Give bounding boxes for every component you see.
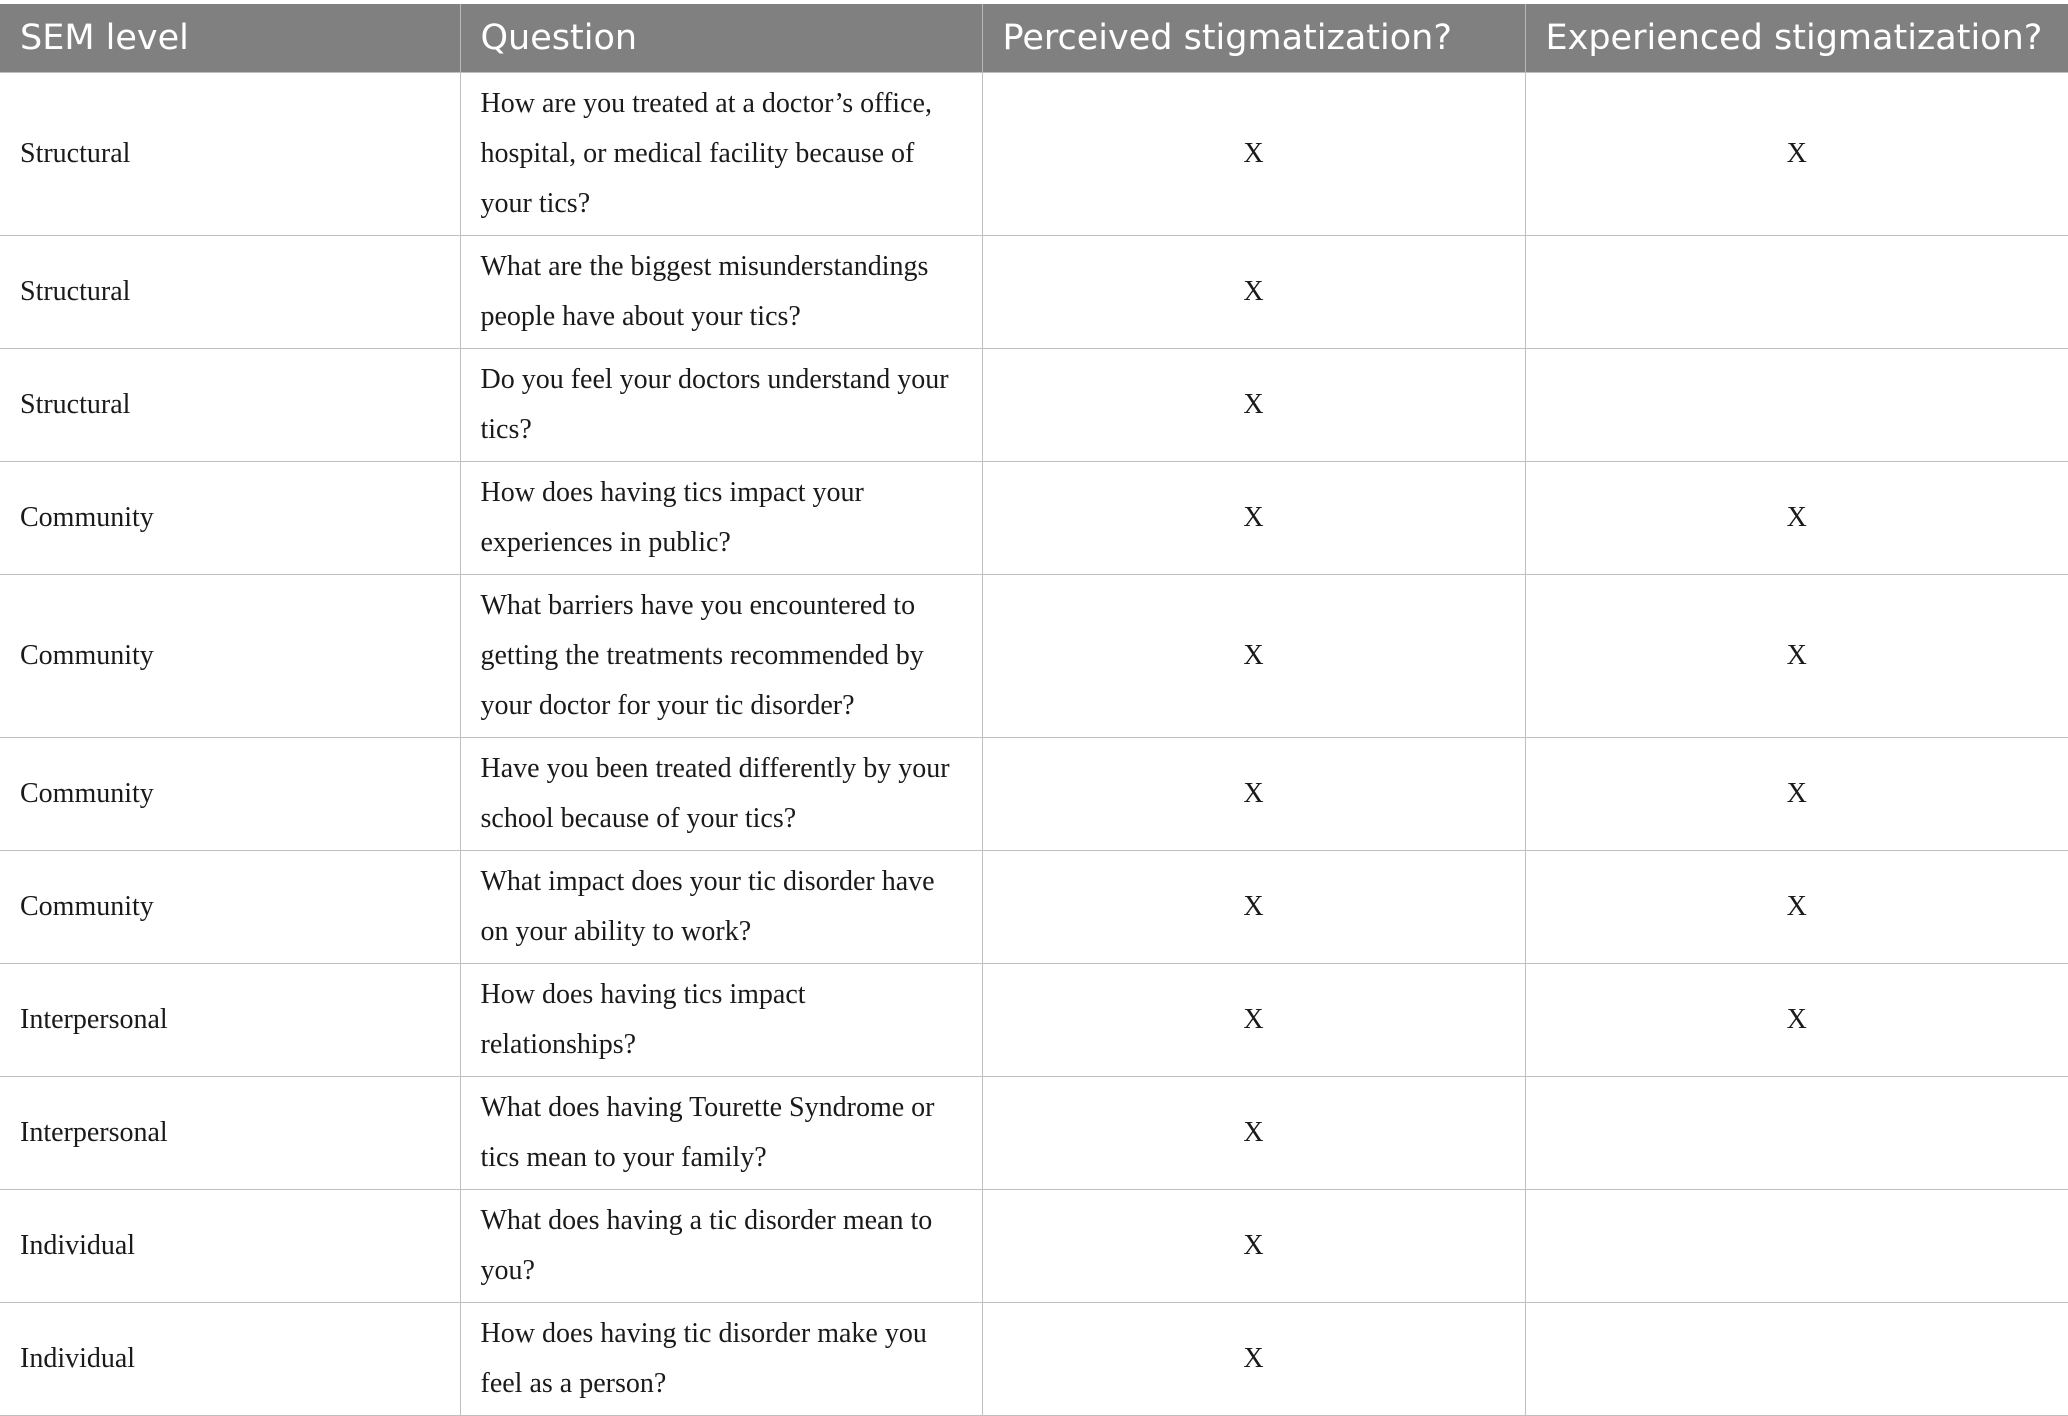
sem-level-cell: Community	[0, 737, 460, 850]
experienced-cell: X	[1525, 574, 2068, 737]
sem-level-cell: Interpersonal	[0, 1076, 460, 1189]
table-row	[0, 235, 2068, 348]
sem-level-cell: Structural	[0, 348, 460, 461]
table-row	[0, 963, 2068, 1076]
perceived-cell: X	[982, 737, 1525, 850]
experienced-cell	[1525, 1076, 2068, 1189]
header-experienced-stigmatization: Experienced stigmatization?	[1525, 4, 2068, 72]
table-row	[0, 461, 2068, 574]
header-sem-level: SEM level	[0, 4, 460, 72]
experienced-cell	[1525, 235, 2068, 348]
sem-level-cell: Individual	[0, 1189, 460, 1302]
header-row	[0, 4, 2068, 72]
table-row	[0, 737, 2068, 850]
perceived-cell: X	[982, 574, 1525, 737]
perceived-cell: X	[982, 1189, 1525, 1302]
sem-level-cell: Structural	[0, 235, 460, 348]
experienced-cell	[1525, 348, 2068, 461]
question-cell: What impact does your tic disorder have on your ability to work?	[460, 850, 982, 963]
table-row	[0, 574, 2068, 737]
experienced-cell: X	[1525, 963, 2068, 1076]
header-perceived-stigmatization: Perceived stigmatization?	[982, 4, 1525, 72]
sem-question-table	[0, 4, 2068, 1416]
perceived-cell: X	[982, 235, 1525, 348]
experienced-cell: X	[1525, 461, 2068, 574]
table-body	[0, 72, 2068, 1415]
question-cell: How does having tics impact your experiences in public?	[460, 461, 982, 574]
sem-question-table-container	[0, 4, 2068, 1416]
sem-level-cell: Interpersonal	[0, 963, 460, 1076]
question-cell: What are the biggest misunderstandings people have about your tics?	[460, 235, 982, 348]
table-row	[0, 850, 2068, 963]
perceived-cell: X	[982, 72, 1525, 235]
perceived-cell: X	[982, 1076, 1525, 1189]
question-cell: Have you been treated differently by your school because of your tics?	[460, 737, 982, 850]
perceived-cell: X	[982, 348, 1525, 461]
table-header	[0, 4, 2068, 72]
sem-level-cell: Individual	[0, 1302, 460, 1415]
question-cell: What does having Tourette Syndrome or tics mean to your family?	[460, 1076, 982, 1189]
table-row	[0, 1302, 2068, 1415]
experienced-cell	[1525, 1302, 2068, 1415]
question-cell: What does having a tic disorder mean to you?	[460, 1189, 982, 1302]
table-row	[0, 1076, 2068, 1189]
question-cell: What barriers have you encountered to getting the treatments recommended by your doctor for your tic disorder?	[460, 574, 982, 737]
question-cell: How are you treated at a doctor’s office, hospital, or medical facility because of your tics?	[460, 72, 982, 235]
experienced-cell: X	[1525, 850, 2068, 963]
question-cell: Do you feel your doctors understand your tics?	[460, 348, 982, 461]
perceived-cell: X	[982, 461, 1525, 574]
perceived-cell: X	[982, 1302, 1525, 1415]
experienced-cell	[1525, 1189, 2068, 1302]
question-cell: How does having tics impact relationships?	[460, 963, 982, 1076]
table-row	[0, 72, 2068, 235]
table-row	[0, 348, 2068, 461]
header-question: Question	[460, 4, 982, 72]
sem-level-cell: Structural	[0, 72, 460, 235]
sem-level-cell: Community	[0, 574, 460, 737]
sem-level-cell: Community	[0, 850, 460, 963]
sem-level-cell: Community	[0, 461, 460, 574]
experienced-cell: X	[1525, 72, 2068, 235]
experienced-cell: X	[1525, 737, 2068, 850]
perceived-cell: X	[982, 850, 1525, 963]
table-row	[0, 1189, 2068, 1302]
question-cell: How does having tic disorder make you feel as a person?	[460, 1302, 982, 1415]
perceived-cell: X	[982, 963, 1525, 1076]
